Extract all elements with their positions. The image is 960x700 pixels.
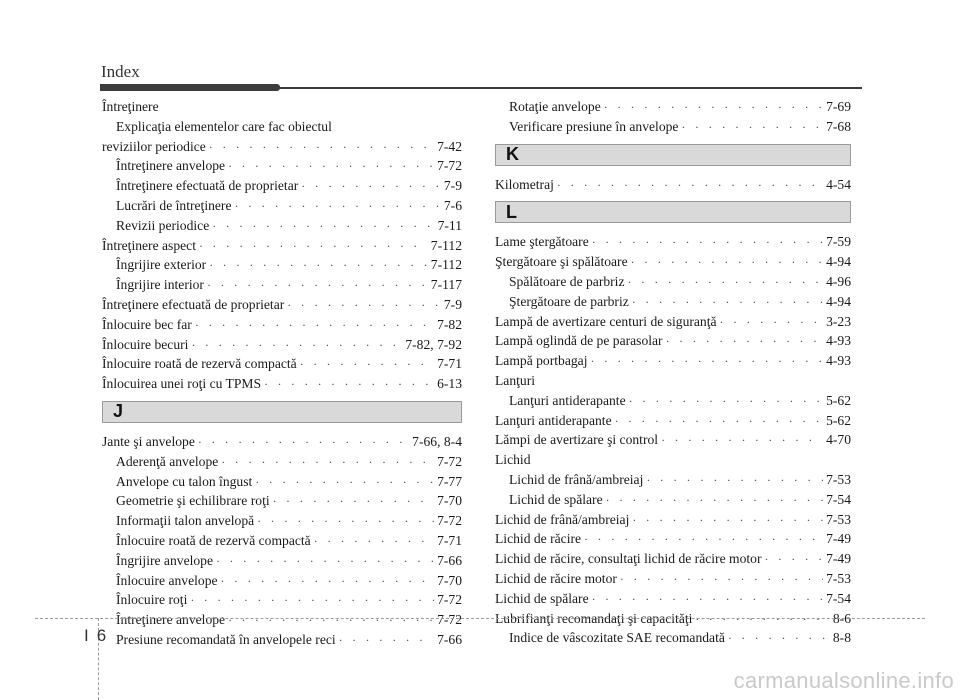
index-entry[interactable] [495,490,851,510]
index-entry-label: Înlocuirea unei roţi cu TPMS [102,376,262,392]
index-entry[interactable] [102,196,462,216]
index-entry[interactable] [495,175,851,195]
index-entry[interactable] [102,432,462,452]
index-entry[interactable] [495,272,851,292]
leader-dots [628,273,824,293]
index-entry-page: 8-8 [832,630,851,646]
index-entry[interactable] [102,97,462,117]
leader-dots [212,217,434,237]
index-entry-page: 7-82, 7-92 [405,336,462,352]
index-entry-label: Lichid de spălare [495,590,589,606]
index-entry-label: Lichid de frână/ambreiaj [495,511,630,527]
index-entry-label: Lampă oglindă de pe parasolar [495,333,663,349]
page-footer [84,626,106,646]
leader-dots [221,572,435,592]
index-entry-label: Îngrijire exterior [116,257,207,273]
index-letter-header [495,201,851,223]
index-entry-label: Lame ştergătoare [495,234,589,250]
index-entry-label: Explicaţia elementelor care fac obiectul [116,118,332,134]
leader-dots [666,332,823,352]
index-entry-page: 7-72 [437,158,462,174]
index-entry-page: 7-82 [437,316,462,332]
index-entry-label: Lichid de frână/ambreiaj [509,471,644,487]
index-entry-page: 7-68 [826,118,851,134]
footer-page-number: 6 [96,626,107,645]
index-entry-page: 7-71 [437,532,462,548]
index-entry-label: Întreţinere anvelope [116,158,226,174]
leader-dots [300,355,434,375]
leader-dots [695,610,829,630]
index-letter: J [113,401,124,422]
leader-dots [228,157,434,177]
index-entry-label: reviziilor periodice [102,138,206,154]
index-entry-label: Întreţinere [102,99,159,114]
index-entry-label: Kilometraj [495,176,554,192]
index-entry-label: Lichid de răcire, consultaţi lichid de răcire motor [495,551,762,567]
index-entry-page: 8-6 [832,610,851,626]
index-entry-page: 7-49 [826,531,851,547]
leader-dots [604,98,823,118]
index-entry-page: 4-54 [826,176,851,192]
leader-dots [661,431,823,451]
index-entry-page: 7-9 [443,296,462,312]
index-entry[interactable] [102,275,462,295]
index-entry-label: Lampă portbagaj [495,353,588,369]
index-entry-page: 7-54 [826,590,851,606]
index-entry[interactable] [495,569,851,589]
leader-dots [199,237,428,257]
index-entry-label: Lanţuri antiderapante [495,412,612,428]
index-entry-label: Întreţinere aspect [102,237,196,253]
index-entry-label: Înlocuire roată de rezervă compactă [102,356,297,372]
leader-dots [584,530,823,550]
index-entry-page: 4-94 [826,254,851,270]
index-entry-page: 5-62 [826,392,851,408]
watermark-text: carmanualsonline.info [733,668,954,693]
leader-dots [221,453,434,473]
index-entry[interactable] [102,571,462,591]
index-entry[interactable] [102,374,462,394]
index-entry[interactable] [495,529,851,549]
index-entry-label: Întreţinere efectuată de proprietar [116,178,299,194]
index-entry-label: Rotaţie anvelope [509,99,601,114]
index-entry[interactable] [102,236,462,256]
index-entry[interactable] [102,551,462,571]
leader-dots [629,392,823,412]
leader-dots [264,375,434,395]
index-entry-page: 7-112 [430,257,462,273]
index-entry[interactable] [102,255,462,275]
index-entry-page: 4-96 [826,273,851,289]
index-entry-label: Întreţinere efectuată de proprietar [102,296,285,312]
index-entry-label: Lichid [495,452,531,468]
index-entry[interactable] [102,610,462,630]
index-entry-page: 7-49 [826,551,851,567]
index-entry-page: 7-71 [437,356,462,372]
index-entry-label: Informaţii talon anvelopă [116,513,255,529]
index-entry[interactable] [102,315,462,335]
leader-dots [620,570,823,590]
index-column-left [102,97,462,650]
index-entry[interactable] [102,216,462,236]
leader-dots [273,492,434,512]
index-entry-label: Indice de vâscozitate SAE recomandată [509,630,725,646]
header-rule [100,84,862,91]
index-entry-page: 4-93 [826,353,851,369]
index-entry[interactable] [102,472,462,492]
index-entry-page: 7-66 [437,552,462,568]
leader-dots [720,313,824,333]
index-entry[interactable] [495,312,851,332]
index-letter-header [495,144,851,166]
index-entry[interactable] [495,117,851,137]
index-entry[interactable] [495,589,851,609]
footer-section-letter: I [84,626,89,645]
index-entry-label: Anvelope cu talon îngust [116,473,253,489]
leader-dots [234,197,440,217]
index-entry-page: 7-77 [437,473,462,489]
index-entry-label: Înlocuire bec far [102,316,192,332]
index-entry[interactable] [495,351,851,371]
index-entry-label: Ştergătoare de parbriz [509,293,629,309]
index-entry-label: Înlocuire roţi [116,592,188,608]
index-entry-label: Înlocuire becuri [102,336,189,352]
index-entry-page: 7-6 [443,197,462,213]
index-entry-page: 7-9 [443,178,462,194]
index-entry-page: 7-117 [430,277,462,293]
leader-dots [190,591,434,611]
index-entry[interactable] [102,295,462,315]
index-entry-page: 3-23 [826,313,851,329]
index-entry-label: Lubrifianţi recomandaţi şi capacităţi [495,610,693,626]
leader-dots [631,253,823,273]
index-letter: K [506,144,519,165]
index-entry-label: Îngrijire anvelope [116,552,214,568]
index-entry-page: 7-72 [437,592,462,608]
footer-divider [35,618,925,619]
index-entry-page: 7-66 [437,631,462,647]
index-column-right [495,97,851,648]
index-entry-label: Înlocuire roată de rezervă compactă [116,532,311,548]
leader-dots [209,256,428,276]
leader-dots [764,550,823,570]
index-entry[interactable] [102,335,462,355]
index-entry[interactable] [495,549,851,569]
leader-dots [314,532,434,552]
index-entry[interactable] [102,137,462,157]
index-entry-label: Întreţinere anvelope [116,612,226,628]
index-entry-page: 4-93 [826,333,851,349]
index-entry[interactable] [102,176,462,196]
index-entry-page: 6-13 [437,376,462,392]
index-entry[interactable] [102,156,462,176]
index-entry[interactable] [495,628,851,648]
leader-dots [590,352,823,372]
leader-dots [257,512,434,532]
index-entry[interactable] [102,491,462,511]
index-entry-page: 4-70 [826,432,851,448]
leader-dots [681,118,823,138]
index-entry-label: Lampă de avertizare centuri de siguranţă [495,313,717,329]
index-entry[interactable] [495,470,851,490]
index-entry-label: Presiune recomandată în anvelopele reci [116,631,336,647]
index-entry-label: Geometrie şi echilibrare roţi [116,493,270,509]
index-entry-page: 7-72 [437,612,462,628]
leader-dots [632,293,823,313]
leader-dots [216,552,434,572]
index-entry-page: 7-53 [826,471,851,487]
index-entry-label: Lichid de răcire [495,531,582,547]
leader-dots [592,233,823,253]
leader-dots [191,336,402,356]
index-entry-label: Ştergătoare şi spălătoare [495,254,628,270]
index-entry[interactable] [495,252,851,272]
index-entry-page: 7-70 [437,572,462,588]
index-entry-page: 7-72 [437,453,462,469]
index-entry-page: 4-94 [826,293,851,309]
index-entry-page: 7-59 [826,234,851,250]
index-entry[interactable] [102,117,462,137]
index-entry-page: 7-69 [826,99,851,114]
leader-dots [255,473,434,493]
index-entry-label: Jante şi anvelope [102,433,195,449]
index-entry[interactable] [495,331,851,351]
index-entry[interactable] [495,371,851,391]
leader-dots [301,177,441,197]
leader-dots [557,176,823,196]
leader-dots [195,316,434,336]
index-entry[interactable] [495,232,851,252]
leader-dots [592,590,823,610]
index-entry-label: Aderenţă anvelope [116,453,219,469]
index-entry-page: 7-53 [826,511,851,527]
index-entry-page: 7-53 [826,570,851,586]
leader-dots [207,276,428,296]
index-letter-header [102,401,462,423]
index-entry[interactable] [495,391,851,411]
index-entry-page: 7-54 [826,491,851,507]
index-entry[interactable] [495,430,851,450]
header-rule-thick [100,84,280,91]
index-entry-page: 7-66, 8-4 [412,433,462,449]
index-entry-page: 5-62 [826,412,851,428]
leader-dots [606,491,823,511]
leader-dots [339,631,434,651]
leader-dots [728,629,830,649]
index-entry-page: 7-11 [437,217,462,233]
index-entry-label: Spălătoare de parbriz [509,273,625,289]
index-entry-label: Revizii periodice [116,217,210,233]
index-entry-label: Îngrijire interior [116,277,204,293]
index-entry-page: 7-72 [437,513,462,529]
index-entry-page: 7-42 [437,138,462,154]
leader-dots [287,296,441,316]
index-entry-label: Lichid de răcire motor [495,570,617,586]
leader-dots [632,511,823,531]
index-entry[interactable] [495,97,851,117]
index-entry-label: Lanţuri antiderapante [509,392,626,408]
index-entry[interactable] [102,511,462,531]
index-entry-label: Verificare presiune în anvelope [509,118,679,134]
leader-dots [615,412,823,432]
index-entry[interactable] [102,452,462,472]
leader-dots [198,433,409,453]
index-entry-label: Înlocuire anvelope [116,572,218,588]
index-entry[interactable] [102,630,462,650]
index-entry[interactable] [495,411,851,431]
leader-dots [209,138,434,158]
page-title: Index [101,62,140,81]
index-letter: L [506,201,517,222]
index-entry[interactable] [102,531,462,551]
index-entry-label: Lucrări de întreţinere [116,197,232,213]
index-entry[interactable] [495,292,851,312]
index-entry[interactable] [495,510,851,530]
index-entry-page: 7-112 [430,237,462,253]
index-entry-page: 7-70 [437,493,462,509]
leader-dots [646,471,823,491]
index-entry-label: Lămpi de avertizare şi control [495,432,659,448]
index-entry-label: Lichid de spălare [509,491,603,507]
leader-dots [228,611,434,631]
index-entry[interactable] [102,354,462,374]
index-entry[interactable] [495,450,851,470]
index-entry-label: Lanţuri [495,372,536,388]
index-entry[interactable] [102,590,462,610]
